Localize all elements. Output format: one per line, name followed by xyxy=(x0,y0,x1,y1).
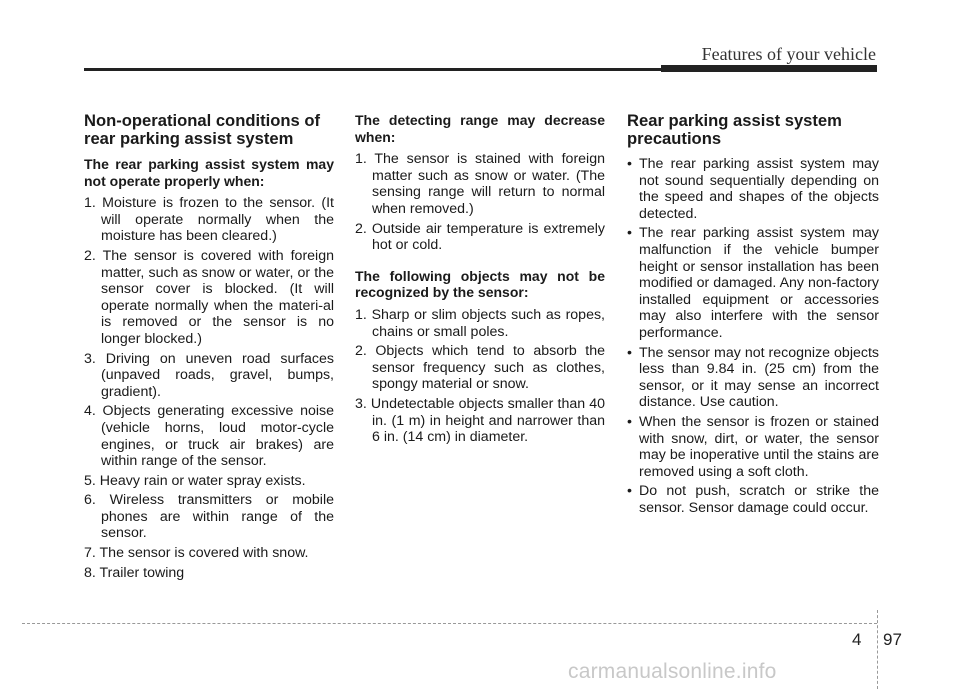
column-non-operational-conditions xyxy=(84,112,334,584)
list-item: 1. Moisture is frozen to the sensor. (It will operate normally when the moisture has been cleared.) xyxy=(84,195,334,245)
list-item: 2. Outside air temperature is extremely hot or cold. xyxy=(355,220,605,254)
header-bar xyxy=(661,65,877,72)
list-item-text: The sensor may not recognize objects less than 9.84 in. (25 cm) from the sensor, or it may sense an incorrect distance. Use caution. xyxy=(639,344,879,411)
bullet-icon: • xyxy=(627,344,632,361)
conditions-list xyxy=(84,195,334,581)
bullet-icon: • xyxy=(627,156,632,172)
list-item: 1. Sharp or slim objects such as ropes, chains or small poles. xyxy=(355,306,605,340)
list-item: 4. Objects generating excessive noise (vehicle horns, loud motor-cycle engines, or truck air brakes) are within range of the sensor. xyxy=(84,403,334,470)
list-item-text: The rear parking assist system may malfunction if the vehicle bumper height or sensor installation has been modified or damaged. Any non-factory installed equipment or accessories may also interfere with the sensor performance. xyxy=(639,225,879,341)
list-item xyxy=(627,225,879,341)
section-heading-non-operational: Non-operational conditions of rear parking assist system xyxy=(84,111,320,148)
list-item: 1. The sensor is stained with foreign matter such as snow or water. (The sensing range will return to normal when removed.) xyxy=(355,151,605,217)
page-number: 97 xyxy=(883,630,902,649)
list-item xyxy=(627,156,879,222)
chapter-number: 4 xyxy=(852,630,862,649)
bullet-icon: • xyxy=(627,225,632,242)
list-item xyxy=(627,483,879,516)
list-item: 8. Trailer towing xyxy=(84,564,185,581)
list-item: 2. Objects which tend to absorb the sensor frequency such as clothes, spongy material or snow. xyxy=(355,343,605,393)
subheading-may-not-operate: The rear parking assist system may not operate properly when: xyxy=(84,156,334,189)
header-rule xyxy=(84,68,661,71)
list-item: 5. Heavy rain or water spray exists. xyxy=(84,472,306,489)
list-item-text: Do not push, scratch or strike the sensor. Sensor damage could occur. xyxy=(639,483,879,516)
subheading-objects-not-recognized: The following objects may not be recognized by the sensor: xyxy=(355,267,605,301)
list-item: 3. Driving on uneven road surfaces (unpaved roads, gravel, bumps, gradient). xyxy=(84,350,334,400)
list-item xyxy=(627,345,879,411)
column-detection-range xyxy=(355,112,605,449)
list-item xyxy=(627,414,879,480)
footer-divider xyxy=(22,623,877,624)
column-precautions xyxy=(627,112,879,519)
list-item: 3. Undetectable objects smaller than 40 in. (1 m) in height and narrower than 6 in. (14 cm) in diameter. xyxy=(355,395,605,446)
list-item-text: The rear parking assist system may not sound sequentially depending on the speed and shapes of the objects detected. xyxy=(639,156,879,222)
bullet-icon: • xyxy=(627,483,632,500)
objects-not-recognized-list xyxy=(355,307,605,446)
footer-vertical-divider xyxy=(877,610,878,689)
subheading-range-decrease: The detecting range may decrease when: xyxy=(355,112,605,145)
running-header-title: Features of your vehicle xyxy=(701,44,876,64)
bullet-icon: • xyxy=(627,413,632,430)
watermark: carmanualsonline.info xyxy=(568,660,777,683)
precautions-list xyxy=(627,156,879,516)
list-item: 7. The sensor is covered with snow. xyxy=(84,545,309,562)
section-heading-precautions: Rear parking assist system precautions xyxy=(627,111,842,148)
list-item-text: When the sensor is frozen or stained with snow, dirt, or water, the sensor may be inoperative until the stains are removed using a soft cloth. xyxy=(639,413,879,480)
range-decrease-list xyxy=(355,151,605,254)
list-item: 2. The sensor is covered with foreign matter, such as snow or water, or the sensor cover is blocked. (It will operate normally when the materi-al is removed or the sensor is no longer blocked.) xyxy=(84,247,334,347)
list-item: 6. Wireless transmitters or mobile phones are within range of the sensor. xyxy=(84,492,334,542)
